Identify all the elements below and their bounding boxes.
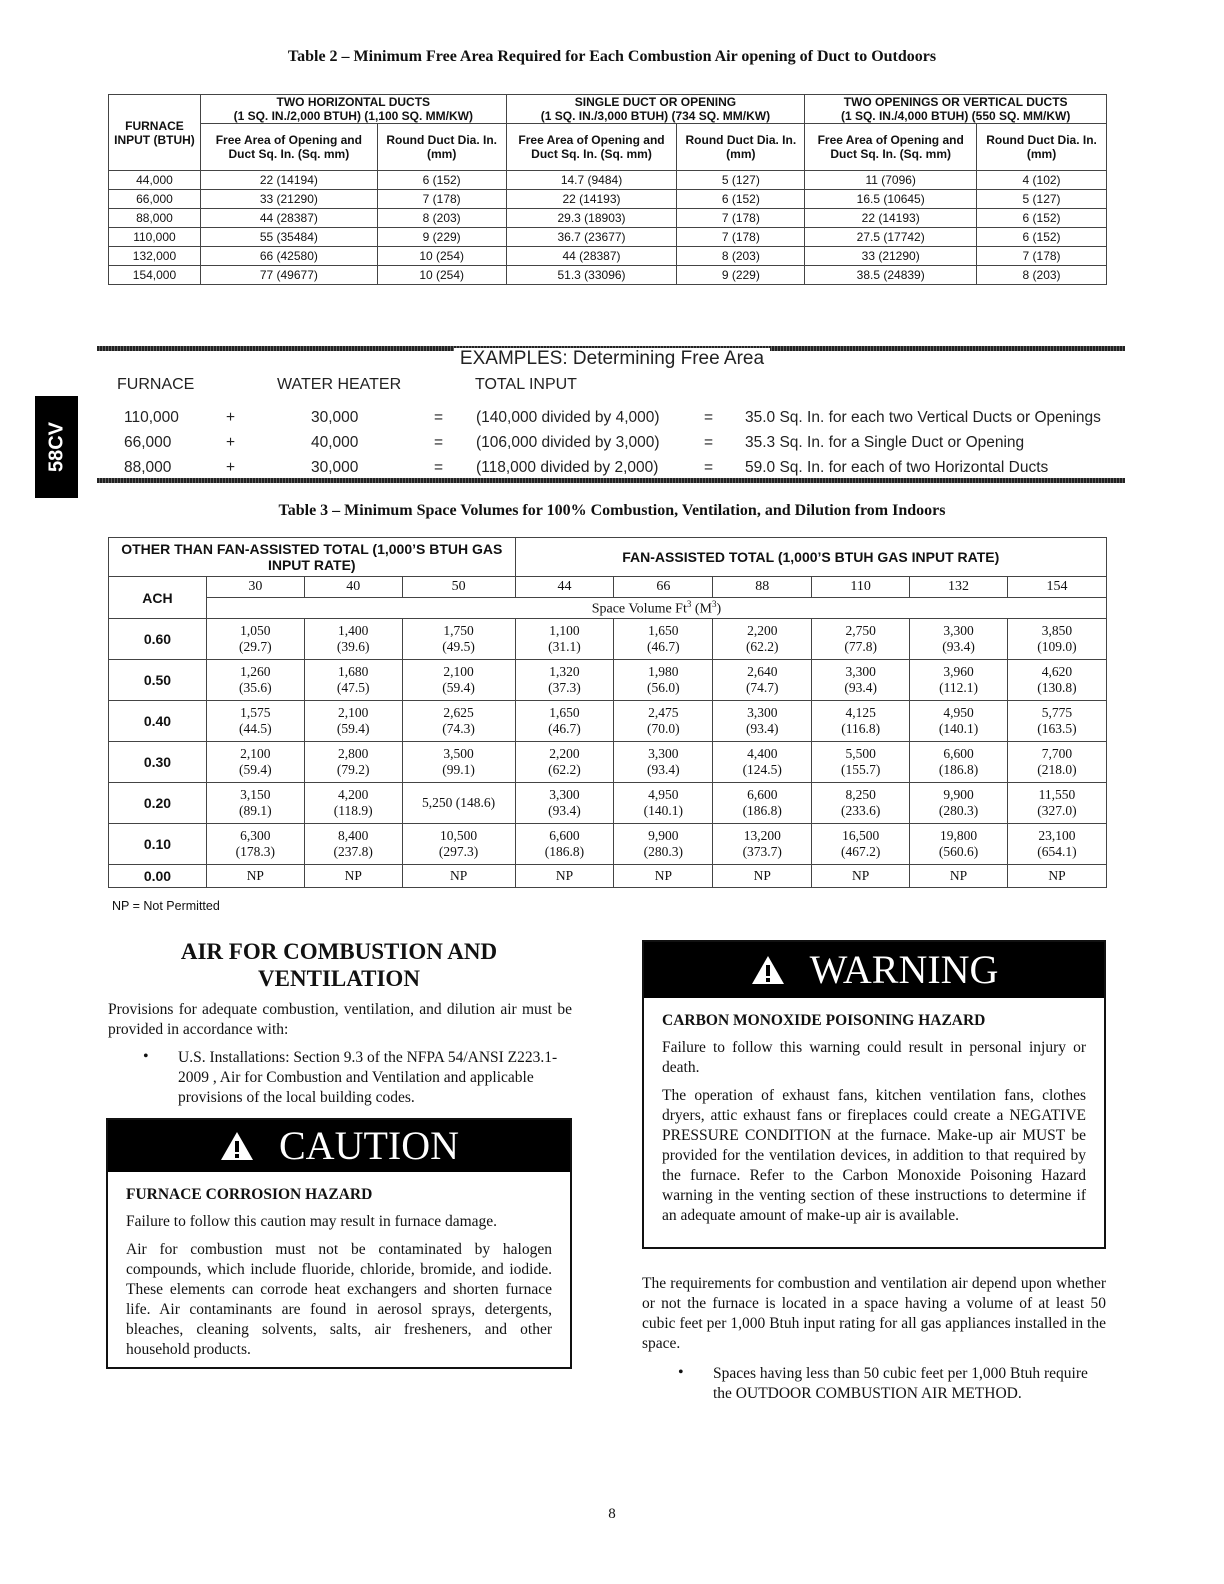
example-equals: = (434, 459, 444, 476)
table3-cell: 2,100 (59.4) (304, 701, 402, 742)
table3-cell: 3,300 (93.4) (515, 783, 614, 824)
table2-cell: 6 (152) (977, 209, 1107, 228)
table3-cell: 4,400 (124.5) (713, 742, 812, 783)
table3-row (109, 783, 1107, 824)
furnace-input-cell: 154,000 (109, 266, 201, 285)
table3-cell: 1,100 (31.1) (515, 619, 614, 660)
table3-cell: 6,600 (186.8) (910, 742, 1008, 783)
table3-row (109, 865, 1107, 888)
table2-cell: 6 (152) (377, 171, 506, 190)
table2-cell: 33 (21290) (200, 190, 377, 209)
example-furnace: 66,000 (124, 434, 172, 451)
not-permitted-cell: NP (206, 865, 304, 888)
example-equals: = (434, 434, 444, 451)
sub-header-round-duct: Round Duct Dia. In. (mm) (677, 124, 805, 171)
input-rate-header: 50 (402, 577, 515, 598)
table2-cell: 7 (178) (677, 228, 805, 247)
table2-cell: 9 (229) (677, 266, 805, 285)
table3-cell: 1,980 (56.0) (614, 660, 713, 701)
table2-cell: 4 (102) (977, 171, 1107, 190)
table3-cell: 13,200 (373.7) (713, 824, 812, 865)
example-calculation: (140,000 divided by 4,000) (476, 409, 660, 426)
examples-header-water-heater: WATER HEATER (277, 376, 402, 393)
example-result: 59.0 Sq. In. for each of two Horizontal Ducts (745, 459, 1049, 476)
example-water-heater: 30,000 (311, 409, 359, 426)
table3-cell: 10,500 (297.3) (402, 824, 515, 865)
table3-cell: 2,200 (62.2) (713, 619, 812, 660)
input-rate-header: 30 (206, 577, 304, 598)
table3-cell: 1,650 (46.7) (515, 701, 614, 742)
table3-cell: 6,300 (178.3) (206, 824, 304, 865)
table3-cell: 1,650 (46.7) (614, 619, 713, 660)
table2-cell: 22 (14193) (805, 209, 977, 228)
table3-cell: 2,640 (74.7) (713, 660, 812, 701)
table3-cell: 5,250 (148.6) (402, 783, 515, 824)
example-plus: + (226, 459, 236, 476)
not-permitted-cell: NP (713, 865, 812, 888)
table2-cell: 77 (49677) (200, 266, 377, 285)
not-permitted-cell: NP (402, 865, 515, 888)
ach-header: ACH (109, 577, 207, 619)
table3-cell: 4,125 (116.8) (812, 701, 910, 742)
table2-row (109, 190, 1107, 209)
warning-header: WARNING (644, 942, 1104, 998)
furnace-input-cell: 88,000 (109, 209, 201, 228)
table2-cell: 38.5 (24839) (805, 266, 977, 285)
table3-cell: 3,300 (93.4) (812, 660, 910, 701)
table3-cell: 6,600 (186.8) (713, 783, 812, 824)
example-result: 35.0 Sq. In. for each two Vertical Ducts or Openings (745, 409, 1101, 426)
table2-cell: 6 (152) (977, 228, 1107, 247)
table2-row (109, 228, 1107, 247)
table2-cell: 5 (127) (977, 190, 1107, 209)
sub-header-round-duct: Round Duct Dia. In. (mm) (977, 124, 1107, 171)
table3-cell: 2,800 (79.2) (304, 742, 402, 783)
right-paragraph: The requirements for combustion and ventilation air depend upon whether or not the furnace is located in a space having a volume of at least 50 cubic feet per 1,000 Btuh input rating for all gas appliances installed in the space. (642, 1275, 1106, 1352)
table3-cell: 3,150 (89.1) (206, 783, 304, 824)
table2-cell: 22 (14193) (506, 190, 677, 209)
warning-text-1: Failure to follow this warning could result in personal injury or death. (662, 1039, 1086, 1076)
examples-bottom-rule (97, 478, 1125, 483)
input-rate-header: 132 (910, 577, 1008, 598)
ach-value: 0.30 (109, 742, 207, 783)
table3-row (109, 824, 1107, 865)
table2-cell: 51.3 (33096) (506, 266, 677, 285)
table2-cell: 7 (178) (677, 209, 805, 228)
table2-cell: 44 (28387) (506, 247, 677, 266)
table3-cell: 3,960 (112.1) (910, 660, 1008, 701)
sub-header-free-area: Free Area of Opening and Duct Sq. In. (Sq. mm) (805, 124, 977, 171)
ach-value: 0.40 (109, 701, 207, 742)
table3-cell: 11,550 (327.0) (1007, 783, 1106, 824)
table3-cell: 6,600 (186.8) (515, 824, 614, 865)
caution-subtitle: FURNACE CORROSION HAZARD (126, 1186, 373, 1203)
example-equals: = (704, 459, 714, 476)
furnace-input-cell: 110,000 (109, 228, 201, 247)
table3-cell: 23,100 (654.1) (1007, 824, 1106, 865)
input-rate-header: 66 (614, 577, 713, 598)
air-intro: Provisions for adequate combustion, ventilation, and dilution air must be provided in accordance with: (108, 1001, 572, 1038)
air-section-heading: AIR FOR COMBUSTION AND VENTILATION (180, 939, 498, 991)
table3-cell: 5,775 (163.5) (1007, 701, 1106, 742)
bullet-marker: • (678, 1364, 684, 1381)
ach-value: 0.60 (109, 619, 207, 660)
table3-cell: 16,500 (467.2) (812, 824, 910, 865)
table2-row (109, 209, 1107, 228)
furnace-input-cell: 44,000 (109, 171, 201, 190)
input-rate-header: 88 (713, 577, 812, 598)
table3-row (109, 701, 1107, 742)
side-tab (35, 396, 78, 498)
table3-cell: 1,680 (47.5) (304, 660, 402, 701)
example-plus: + (226, 434, 236, 451)
group-other-than-fan-assisted: OTHER THAN FAN-ASSISTED TOTAL (1,000’S BTUH GAS INPUT RATE) (109, 538, 516, 577)
input-rate-header: 40 (304, 577, 402, 598)
ach-value: 0.20 (109, 783, 207, 824)
warning-triangle-icon (750, 954, 786, 986)
table2-cell: 29.3 (18903) (506, 209, 677, 228)
table2-cell: 44 (28387) (200, 209, 377, 228)
warning-triangle-icon (219, 1130, 255, 1162)
example-furnace: 110,000 (124, 409, 179, 426)
table3-cell: 4,950 (140.1) (910, 701, 1008, 742)
table3 (108, 537, 1107, 888)
caution-header: CAUTION (108, 1120, 570, 1172)
caution-box (106, 1118, 572, 1369)
group-fan-assisted: FAN-ASSISTED TOTAL (1,000’S BTUH GAS INPUT RATE) (515, 538, 1106, 577)
right-bullet: Spaces having less than 50 cubic feet per 1,000 Btuh require the OUTDOOR COMBUSTION AIR METHOD. (713, 1365, 1088, 1402)
not-permitted-cell: NP (614, 865, 713, 888)
table2-cell: 55 (35484) (200, 228, 377, 247)
table3-cell: 8,400 (237.8) (304, 824, 402, 865)
sub-header-round-duct: Round Duct Dia. In. (mm) (377, 124, 506, 171)
table3-cell: 19,800 (560.6) (910, 824, 1008, 865)
table3-cell: 1,050 (29.7) (206, 619, 304, 660)
table2-cell: 6 (152) (677, 190, 805, 209)
examples-header-total-input: TOTAL INPUT (475, 376, 577, 393)
example-calculation: (118,000 divided by 2,000) (476, 459, 659, 476)
table3-row (109, 742, 1107, 783)
table2-cell: 8 (203) (977, 266, 1107, 285)
not-permitted-cell: NP (910, 865, 1008, 888)
table2-cell: 14.7 (9484) (506, 171, 677, 190)
warning-subtitle: CARBON MONOXIDE POISONING HAZARD (662, 1012, 986, 1029)
sub-header-free-area: Free Area of Opening and Duct Sq. In. (Sq. mm) (506, 124, 677, 171)
example-furnace: 88,000 (124, 459, 172, 476)
warning-text-2: The operation of exhaust fans, kitchen ventilation fans, clothes dryers, attic exhaust fans or fireplaces could create a NEGATIVE PRESSURE CONDITION at the furnace. Make-up air MUST be provided for the ventilation devices, in addition to that required by the furnace. Refer to the Carbon Monoxide Poisoning Hazard warning in the venting section of these instructions to determine if an adequate amount of make-up air is available. (662, 1087, 1086, 1224)
example-equals: = (704, 409, 714, 426)
table3-cell: 2,100 (59.4) (402, 660, 515, 701)
ach-value: 0.00 (109, 865, 207, 888)
table2-row (109, 266, 1107, 285)
caution-text-2: Air for combustion must not be contaminated by halogen compounds, which include fluoride, chloride, bromide, and iodide. These elements can corrode heat exchangers and shorten furnace life. Air contaminants are found in aerosol sprays, detergents, bleaches, cleaning solvents, salts, air fresheners, and other household products. (126, 1241, 552, 1358)
group-header: TWO OPENINGS OR VERTICAL DUCTS (1 SQ. IN./4,000 BTUH) (550 SQ. MM/KW) (805, 95, 1107, 124)
table3-cell: 2,200 (62.2) (515, 742, 614, 783)
table3-cell: 9,900 (280.3) (614, 824, 713, 865)
table3-cell: 5,500 (155.7) (812, 742, 910, 783)
table2-cell: 22 (14194) (200, 171, 377, 190)
table3-cell: 7,700 (218.0) (1007, 742, 1106, 783)
warning-box (642, 940, 1106, 1249)
example-water-heater: 30,000 (311, 459, 359, 476)
table2-cell: 10 (254) (377, 266, 506, 285)
input-rate-header: 110 (812, 577, 910, 598)
table2-cell: 10 (254) (377, 247, 506, 266)
example-plus: + (226, 409, 236, 426)
np-note: NP = Not Permitted (112, 899, 220, 913)
table3-row (109, 619, 1107, 660)
table2-cell: 9 (229) (377, 228, 506, 247)
input-rate-header: 154 (1007, 577, 1106, 598)
air-bullet: U.S. Installations: Section 9.3 of the NFPA 54/ANSI Z223.1-2009 , Air for Combustion and Ventilation and applicable provisions of the local building codes. (178, 1049, 558, 1106)
table3-cell: 1,260 (35.6) (206, 660, 304, 701)
table3-cell: 1,750 (49.5) (402, 619, 515, 660)
example-equals: = (704, 434, 714, 451)
example-calculation: (106,000 divided by 3,000) (476, 434, 660, 451)
table3-cell: 1,575 (44.5) (206, 701, 304, 742)
ach-value: 0.50 (109, 660, 207, 701)
not-permitted-cell: NP (515, 865, 614, 888)
example-water-heater: 40,000 (311, 434, 359, 451)
table2-cell: 8 (203) (677, 247, 805, 266)
table2-cell: 7 (178) (977, 247, 1107, 266)
table3-cell: 3,500 (99.1) (402, 742, 515, 783)
table2-title: Table 2 – Minimum Free Area Required for Each Combustion Air opening of Duct to Outdoors (287, 48, 937, 65)
side-tab-label: 58CV (45, 421, 67, 473)
table2 (108, 94, 1107, 285)
table2-row (109, 247, 1107, 266)
example-result: 35.3 Sq. In. for a Single Duct or Opening (745, 434, 1025, 451)
page-number: 8 (608, 1506, 616, 1522)
table2-cell: 11 (7096) (805, 171, 977, 190)
table3-cell: 2,475 (70.0) (614, 701, 713, 742)
col-furnace-input: FURNACE INPUT (BTUH) (109, 95, 201, 171)
table2-row (109, 171, 1107, 190)
table3-cell: 1,400 (39.6) (304, 619, 402, 660)
table3-cell: 4,620 (130.8) (1007, 660, 1106, 701)
bullet-marker: • (143, 1048, 149, 1065)
not-permitted-cell: NP (812, 865, 910, 888)
table3-row (109, 660, 1107, 701)
table2-cell: 5 (127) (677, 171, 805, 190)
table3-cell: 2,750 (77.8) (812, 619, 910, 660)
example-equals: = (434, 409, 444, 426)
table3-cell: 4,200 (118.9) (304, 783, 402, 824)
furnace-input-cell: 66,000 (109, 190, 201, 209)
table2-cell: 16.5 (10645) (805, 190, 977, 209)
table3-cell: 3,850 (109.0) (1007, 619, 1106, 660)
table3-cell: 2,625 (74.3) (402, 701, 515, 742)
table3-cell: 3,300 (93.4) (910, 619, 1008, 660)
input-rate-header: 44 (515, 577, 614, 598)
furnace-input-cell: 132,000 (109, 247, 201, 266)
table2-cell: 27.5 (17742) (805, 228, 977, 247)
examples-title: EXAMPLES: Determining Free Area (0, 348, 1224, 370)
table3-cell: 3,300 (93.4) (713, 701, 812, 742)
table3-cell: 1,320 (37.3) (515, 660, 614, 701)
table3-cell: 8,250 (233.6) (812, 783, 910, 824)
table2-cell: 8 (203) (377, 209, 506, 228)
group-header: TWO HORIZONTAL DUCTS (1 SQ. IN./2,000 BTUH) (1,100 SQ. MM/KW) (200, 95, 506, 124)
table2-cell: 33 (21290) (805, 247, 977, 266)
group-header: SINGLE DUCT OR OPENING (1 SQ. IN./3,000 BTUH) (734 SQ. MM/KW) (506, 95, 805, 124)
space-volume-label: Space Volume Ft$^3$ $(M^3)$ (206, 598, 1106, 619)
ach-value: 0.10 (109, 824, 207, 865)
table3-cell: 4,950 (140.1) (614, 783, 713, 824)
table3-title: Table 3 – Minimum Space Volumes for 100% Combustion, Ventilation, and Dilution from Indoors (278, 502, 946, 519)
table2-cell: 7 (178) (377, 190, 506, 209)
table2-cell: 66 (42580) (200, 247, 377, 266)
table3-cell: 2,100 (59.4) (206, 742, 304, 783)
sub-header-free-area: Free Area of Opening and Duct Sq. In. (Sq. mm) (200, 124, 377, 171)
table3-cell: 9,900 (280.3) (910, 783, 1008, 824)
not-permitted-cell: NP (304, 865, 402, 888)
table2-cell: 36.7 (23677) (506, 228, 677, 247)
table3-cell: 3,300 (93.4) (614, 742, 713, 783)
examples-header-furnace: FURNACE (117, 376, 195, 393)
not-permitted-cell: NP (1007, 865, 1106, 888)
caution-text-1: Failure to follow this caution may result in furnace damage. (126, 1213, 498, 1230)
